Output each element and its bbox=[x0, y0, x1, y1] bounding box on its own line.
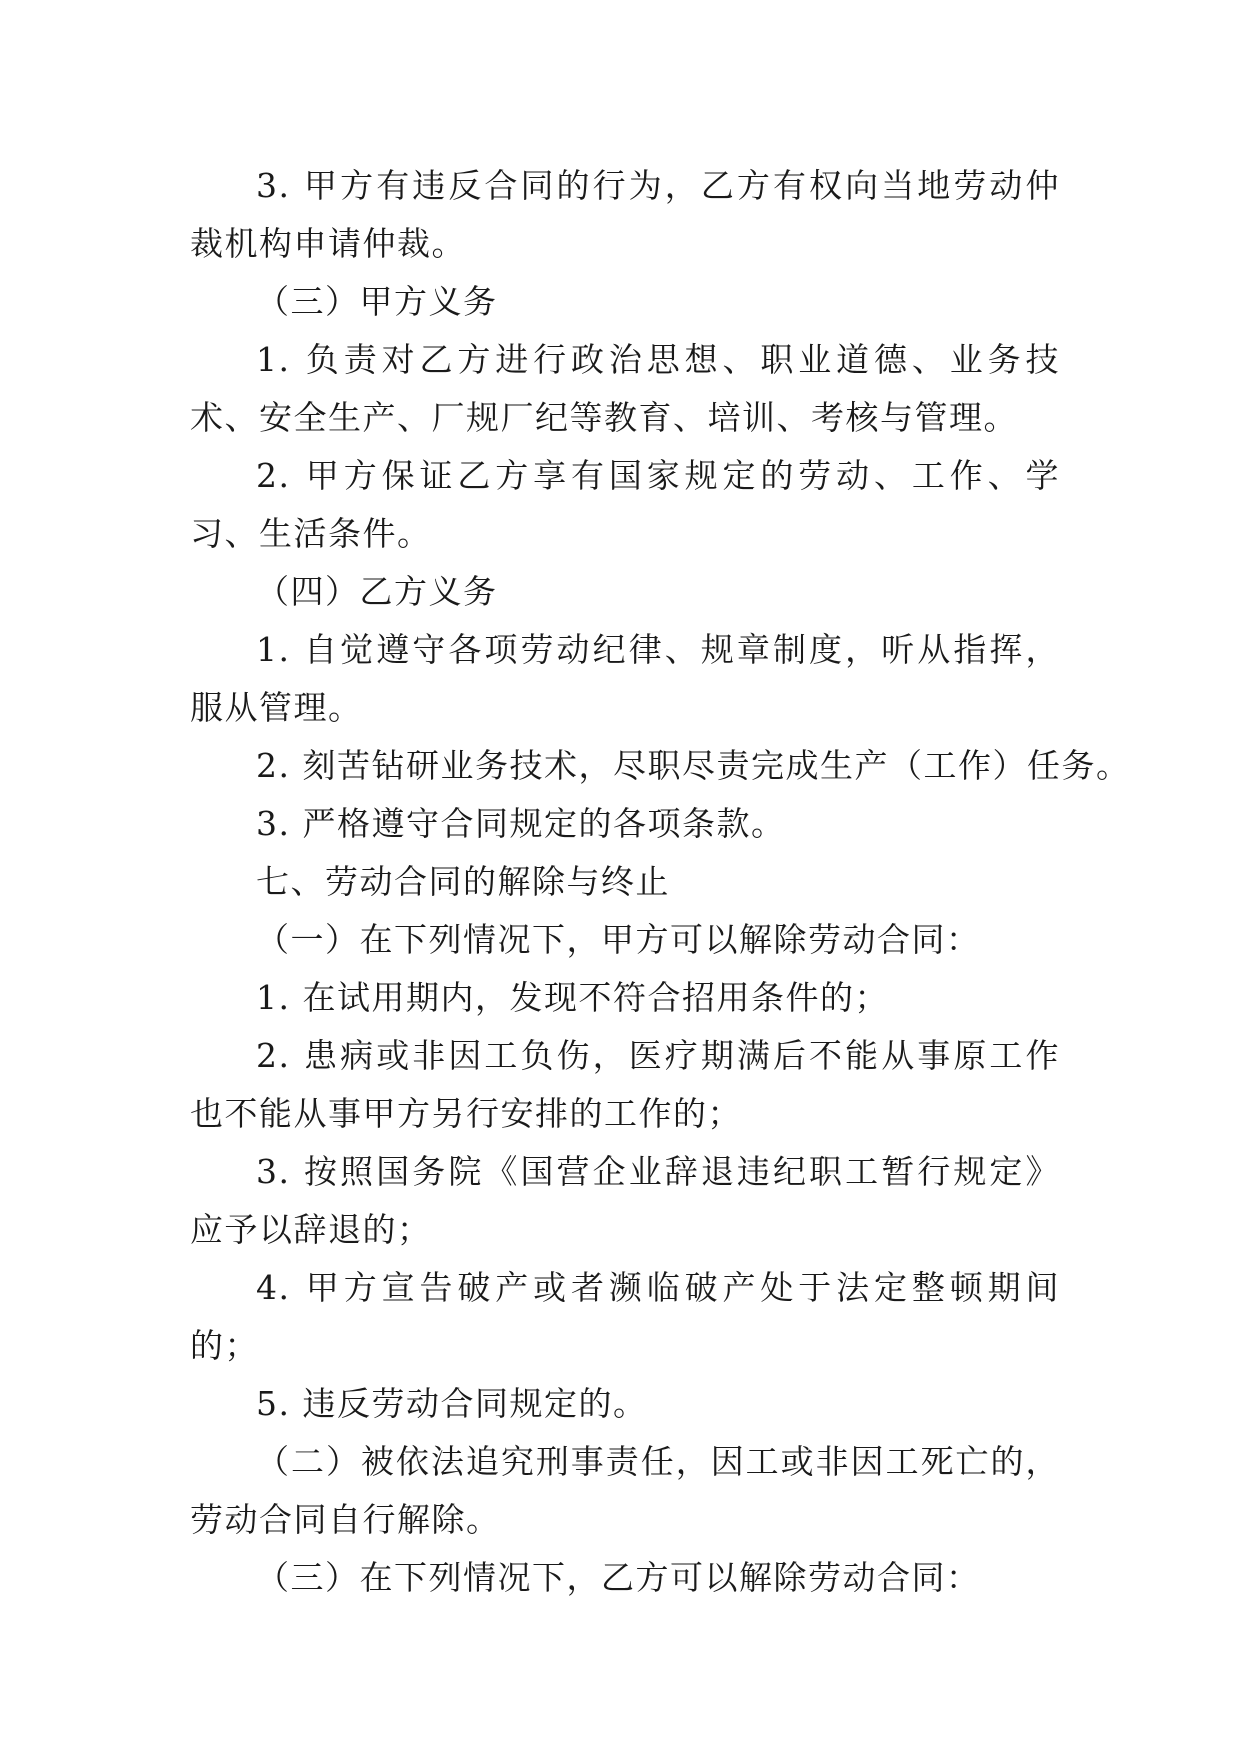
paragraph: 3. 按照国务院《国营企业辞退违纪职工暂行规定》应予以辞退的； bbox=[190, 1152, 1060, 1249]
document-body bbox=[190, 157, 1131, 1607]
paragraph: 1. 在试用期内，发现不符合招用条件的； bbox=[256, 978, 889, 1017]
chapter-heading: 七、劳动合同的解除与终止 bbox=[256, 862, 670, 901]
paragraph: 3. 甲方有违反合同的行为，乙方有权向当地劳动仲裁机构申请仲裁。 bbox=[190, 166, 1060, 263]
paragraph: 3. 严格遵守合同规定的各项条款。 bbox=[256, 804, 786, 843]
section-heading: （三）在下列情况下，乙方可以解除劳动合同： bbox=[256, 1558, 981, 1597]
section-heading: （二）被依法追究刑事责任，因工或非因工死亡的，劳动合同自行解除。 bbox=[190, 1442, 1060, 1539]
paragraph: 2. 患病或非因工负伤，医疗期满后不能从事原工作也不能从事甲方另行安排的工作的； bbox=[190, 1036, 1060, 1133]
paragraph: 2. 甲方保证乙方享有国家规定的劳动、工作、学习、生活条件。 bbox=[190, 456, 1060, 553]
paragraph: 1. 负责对乙方进行政治思想、职业道德、业务技术、安全生产、厂规厂纪等教育、培训、考核与管理。 bbox=[190, 340, 1060, 437]
section-heading: （一）在下列情况下，甲方可以解除劳动合同： bbox=[256, 920, 981, 959]
paragraph: 5. 违反劳动合同规定的。 bbox=[256, 1384, 648, 1423]
paragraph: 1. 自觉遵守各项劳动纪律、规章制度，听从指挥，服从管理。 bbox=[190, 630, 1060, 727]
paragraph: 2. 刻苦钻研业务技术，尽职尽责完成生产（工作）任务。 bbox=[256, 746, 1131, 785]
section-heading: （四）乙方义务 bbox=[256, 572, 498, 611]
section-heading: （三）甲方义务 bbox=[256, 282, 498, 321]
paragraph: 4. 甲方宣告破产或者濒临破产处于法定整顿期间的； bbox=[190, 1268, 1060, 1365]
